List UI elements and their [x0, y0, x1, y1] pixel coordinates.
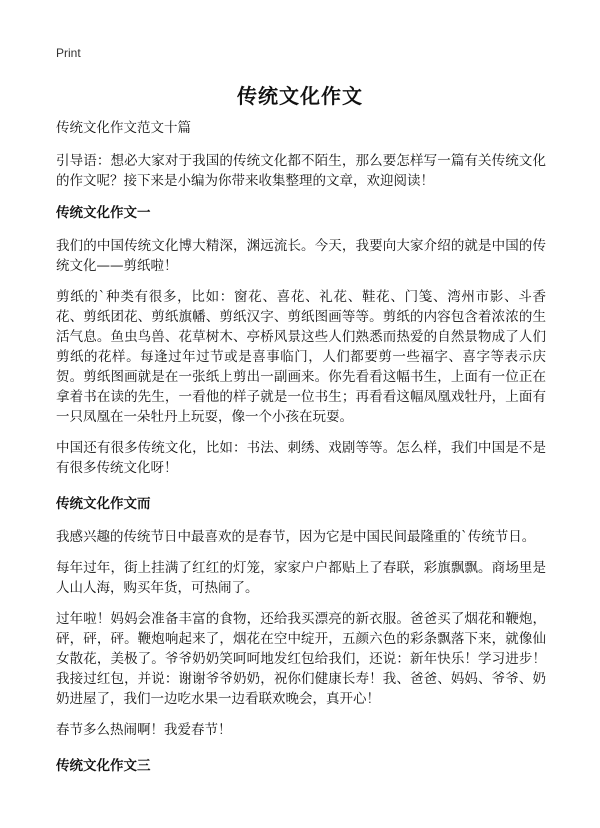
print-label[interactable]: Print — [56, 46, 81, 60]
paragraph: 每年过年，街上挂满了红红的灯笼，家家户户都贴上了春联，彩旗飘飘。商场里是人山人海，购买年货，可热闹了。 — [56, 560, 546, 596]
section-heading-1: 传统文化作文一 — [56, 205, 151, 221]
paragraph: 过年啦！妈妈会准备丰富的食物，还给我买漂亮的新衣服。爸爸买了烟花和鞭炮，砰，砰，砰。鞭炮响起来了，烟花在空中绽开，五颜六色的彩条飘落下来，就像仙女散花，美极了。爷爷奶奶笑呵呵地发红包给我们，还说：新年快乐！学习进步！我接过红包，并说：谢谢爷爷奶奶，祝你们健康长寿！我、爸爸、妈妈、爷爷、奶奶进屋了，我们一边吃水果一边看联欢晚会，真开心！ — [56, 611, 546, 707]
intro-paragraph: 引导语：想必大家对于我国的传统文化都不陌生，那么要怎样写一篇有关传统文化的作文呢？接下来是小编为你带来收集整理的文章，欢迎阅读！ — [56, 153, 546, 189]
paragraph: 我们的中国传统文化博大精深，渊远流长。今天，我要向大家介绍的就是中国的传统文化——剪纸啦！ — [56, 238, 546, 274]
paragraph: 剪纸的`种类有很多，比如：窗花、喜花、礼花、鞋花、门笺、湾州市影、斗香花、剪纸团花、剪纸旗幡、剪纸汉字、剪纸图画等等。剪纸的内容包含着浓浓的生活气息。鱼虫鸟兽、花草树木、亭桥风景这些人们熟悉而热爱的自然景物成了人们剪纸的花样。每逢过年过节或是喜事临门，人们都要剪一些福字、喜字等表示庆贺。剪纸图画就是在一张纸上剪出一副画来。你先看看这幅书生，上面有一位正在拿着书在读的先生，一看他的样子就是一位书生；再看看这幅凤凰戏牡丹，上面有一只凤凰在一朵牡丹上玩耍，像一个小孩在玩耍。 — [56, 289, 546, 425]
paragraph: 我感兴趣的传统节日中最喜欢的是春节，因为它是中国民间最隆重的`传统节日。 — [56, 529, 536, 545]
section-heading-3: 传统文化作文三 — [56, 758, 151, 774]
paragraph: 春节多么热闹啊！我爱春节！ — [56, 722, 232, 738]
section-heading-2: 传统文化作文而 — [56, 496, 151, 512]
document-subtitle: 传统文化作文范文十篇 — [56, 120, 191, 136]
document-body — [56, 118, 546, 789]
document-title: 传统文化作文 — [237, 84, 363, 108]
paragraph: 中国还有很多传统文化，比如：书法、刺绣、戏剧等等。怎么样，我们中国是不是有很多传统文化呀！ — [56, 440, 546, 476]
